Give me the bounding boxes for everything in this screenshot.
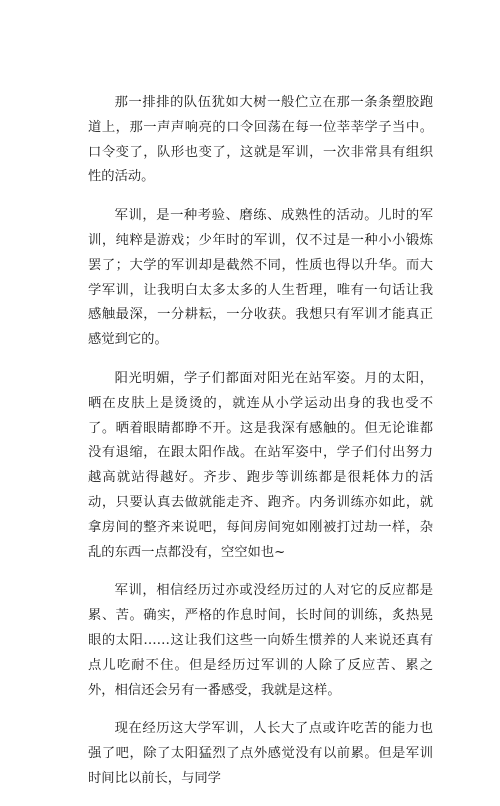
document-body (88, 91, 433, 806)
paragraph-3: 阳光明媚，学子们都面对阳光在站军姿。月的太阳，晒在皮肤上是烫烫的，就连从小学运动出身的我也受不了。晒着眼睛都睁不开。这是我深有感触的。但无论谁都没有退缩，在跟太阳作战。在站军姿中，学子们付出努力越高就站得越好。齐步、跑步等训练都是很耗体力的活动，只要认真去做就能走齐、跑齐。内务训练亦如此，就拿房间的整齐来说吧，每间房间宛如刚被打过劫一样，杂乱的东西一点都没有，空空如也~ (88, 370, 433, 560)
paragraph-5: 现在经历这大学军训，人长大了点或许吃苦的能力也强了吧，除了太阳猛烈了点外感觉没有以前累。但是军训时间比以前长，与同学 (88, 721, 433, 786)
paragraph-2: 军训，是一种考验、磨练、成熟性的活动。儿时的军训，纯粹是游戏；少年时的军训，仅不过是一种小小锻炼罢了；大学的军训却是截然不同，性质也得以升华。而大学军训，让我明白太多太多的人生哲理，唯有一句话让我感触最深，一分耕耘，一分收获。我想只有军训才能真正感觉到它的。 (88, 208, 433, 348)
paragraph-4: 军训，相信经历过亦或没经历过的人对它的反应都是累、苦。确实，严格的作息时间，长时间的训练，炙热晃眼的太阳……这让我们这些一向娇生惯养的人来说还真有点儿吃耐不住。但是经历过军训的人除了反应苦、累之外，相信还会另有一番感受，我就是这样。 (88, 583, 433, 698)
paragraph-1: 那一排排的队伍犹如大树一般伫立在那一条条塑胶跑道上，那一声声响亮的口令回荡在每一位莘莘学子当中。口令变了，队形也变了，这就是军训，一次非常具有组织性的活动。 (88, 95, 433, 185)
